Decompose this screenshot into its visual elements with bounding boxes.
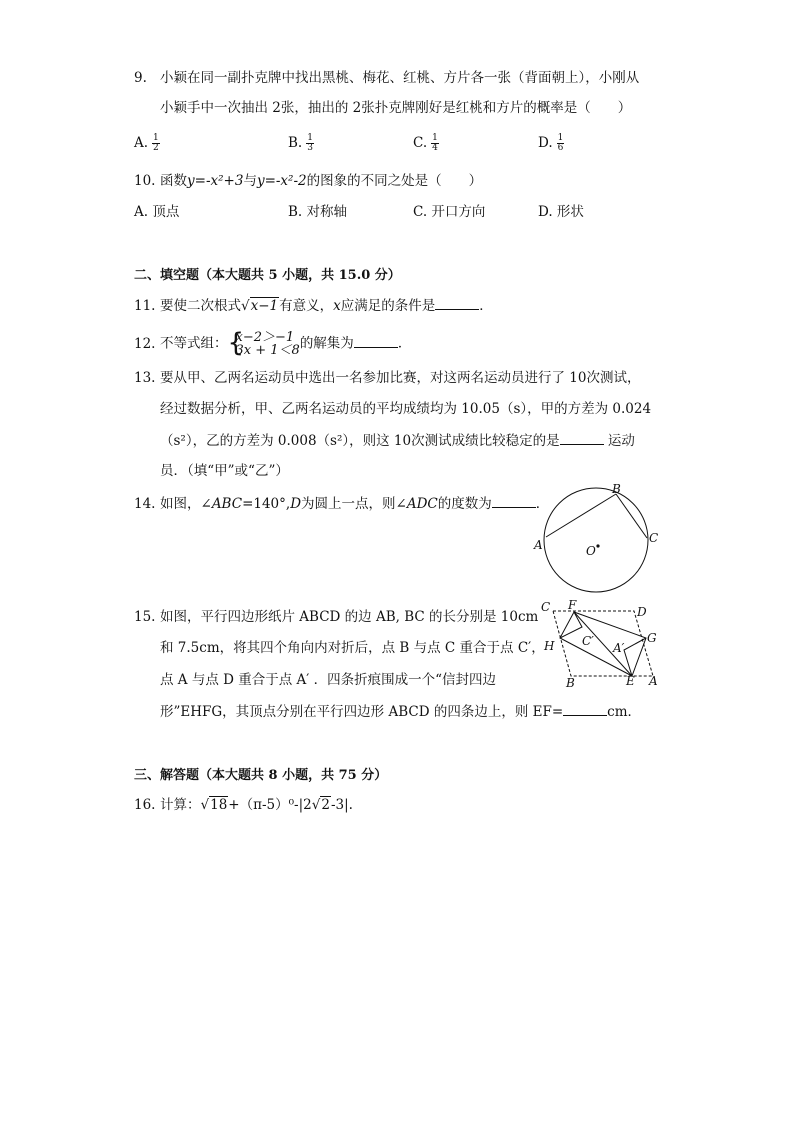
option-label: C. <box>413 135 428 151</box>
label-a: A <box>649 674 658 688</box>
question-text: cm． <box>607 704 642 720</box>
fraction <box>306 134 314 153</box>
angle-adc: ADC <box>406 496 438 512</box>
option-b[interactable] <box>288 133 314 153</box>
question-13-line3 <box>160 431 635 451</box>
label-c-prime: C′ <box>582 634 594 648</box>
denominator: 4 <box>432 143 438 153</box>
question-15-line3: 点 A 与点 D 重合于点 A′ ．四条折痕围成一个“信封四边 <box>160 672 497 688</box>
option-c[interactable] <box>413 133 439 153</box>
answer-blank[interactable] <box>563 703 607 716</box>
option-a[interactable] <box>134 133 160 153</box>
inequality-system <box>227 328 300 358</box>
answer-blank[interactable] <box>560 432 604 445</box>
fraction <box>431 134 439 153</box>
question-9 <box>134 68 639 88</box>
variable: x <box>333 298 341 314</box>
question-16 <box>134 795 353 815</box>
function-1: y=-x²+3 <box>187 173 244 189</box>
label-b: B <box>612 482 621 496</box>
denominator: 2 <box>153 143 159 153</box>
question-text: 运动 <box>603 433 635 449</box>
label-b: B <box>566 676 575 690</box>
label-f: F <box>568 598 577 612</box>
inequality-1: x−2＞−1 <box>235 330 295 345</box>
question-text: 小颖在同一副扑克牌中找出黑桃、梅花、红桃、方片各一张（背面朝上），小刚从 <box>160 70 640 86</box>
label-e: E <box>626 674 635 688</box>
question-text: 应满足的条件是 <box>340 298 436 314</box>
question-number: 14. <box>134 496 156 512</box>
question-number: 13. <box>134 370 156 386</box>
question-text: -3|. <box>330 797 353 813</box>
parallelogram-figure <box>536 598 666 692</box>
section-heading-fill-in: 二、填空题（本大题共 5 小题，共 15.0 分） <box>134 268 401 283</box>
label-c: C <box>541 600 551 614</box>
question-text: 计算： <box>160 797 201 813</box>
point-d: D <box>290 496 302 512</box>
question-text: 有意义， <box>279 298 334 314</box>
inequality-2: 3x + 1＜8 <box>235 343 300 358</box>
question-text: 如图，平行四边形纸片 ABCD 的边 AB, BC 的长分别是 10cm <box>160 609 539 625</box>
question-text: 的解集为 <box>299 335 354 352</box>
question-10 <box>134 171 482 191</box>
fraction <box>152 134 160 153</box>
square-root: √18 <box>200 797 228 813</box>
circle-figure <box>530 480 670 600</box>
function-2: y=-x²-2 <box>256 173 307 189</box>
angle-abc: ABC <box>211 496 243 512</box>
option-c[interactable]: C. 开口方向 <box>413 204 486 220</box>
punctuation: ． <box>479 298 493 314</box>
question-12 <box>134 328 412 358</box>
question-text: 要使二次根式 <box>160 298 241 314</box>
question-13 <box>134 368 640 388</box>
question-text: 函数 <box>160 173 187 189</box>
square-root: √2 <box>311 797 330 813</box>
question-13-line4: 员．（填“甲”或“乙”） <box>160 463 289 479</box>
question-number: 15. <box>134 609 156 625</box>
question-15-line4 <box>160 702 641 722</box>
brace-icon: { <box>227 328 245 358</box>
punctuation: ． <box>535 496 550 512</box>
punctuation: ． <box>397 335 412 352</box>
option-a[interactable]: A. 顶点 <box>134 204 180 220</box>
numerator: 1 <box>153 133 159 143</box>
answer-blank[interactable] <box>354 335 398 348</box>
question-9-line2: 小颖手中一次抽出 2张，抽出的 2张扑克牌刚好是红桃和方片的概率是（ ） <box>160 100 632 116</box>
label-a: A <box>534 538 543 552</box>
label-g: G <box>647 631 657 645</box>
denominator: 3 <box>307 143 313 153</box>
option-label: A. <box>134 135 149 151</box>
question-13-line2: 经过数据分析，甲、乙两名运动员的平均成绩均为 10.05（s），甲的方差为 0.024 <box>160 401 652 417</box>
option-label: B. <box>288 135 303 151</box>
label-d: D <box>637 605 647 619</box>
label-h: H <box>544 639 555 653</box>
question-text: 的度数为 <box>437 496 492 512</box>
question-text: 为圆上一点，则∠ <box>301 496 407 512</box>
radicand: x−1 <box>250 298 279 314</box>
question-text: 的图象的不同之处是（ ） <box>306 173 483 189</box>
circle <box>544 488 648 592</box>
section-heading-solutions: 三、解答题（本大题共 8 小题，共 75 分） <box>134 768 388 783</box>
radicand: 2 <box>321 797 330 813</box>
option-d[interactable] <box>538 133 564 153</box>
option-d[interactable]: D. 形状 <box>538 204 584 220</box>
question-text: 与 <box>243 173 257 189</box>
question-text: +（π-5）⁰-|2 <box>228 797 312 813</box>
question-11 <box>134 296 493 316</box>
option-label: D. <box>538 135 553 151</box>
numerator: 1 <box>557 133 564 143</box>
question-number: 16. <box>134 797 156 813</box>
option-b[interactable]: B. 对称轴 <box>288 204 348 220</box>
chord-ab <box>546 494 616 537</box>
denominator: 6 <box>557 143 564 153</box>
question-text: 不等式组： <box>160 335 228 352</box>
numerator: 1 <box>432 133 438 143</box>
numerator: 1 <box>307 133 313 143</box>
label-a-prime: A′ <box>613 641 625 655</box>
question-14 <box>134 494 549 514</box>
question-text: 要从甲、乙两名运动员中选出一名参加比赛，对这两名运动员进行了 10次测试， <box>160 370 641 386</box>
question-number: 9. <box>134 70 147 86</box>
question-number: 11. <box>134 298 156 314</box>
square-root: √x−1 <box>241 298 279 314</box>
question-15-line2: 和 7.5cm，将其四个角向内对折后，点 B 与点 C 重合于点 C′， <box>160 640 545 656</box>
question-text: （s²），乙的方差为 0.008（s²），则这 10次测试成绩比较稳定的是 <box>160 433 560 449</box>
answer-blank[interactable] <box>435 297 479 310</box>
center-dot <box>596 544 599 547</box>
question-text: 如图，∠ <box>160 496 212 512</box>
label-c: C <box>649 531 659 545</box>
fold-c <box>560 612 582 638</box>
question-text: 形”EHFG，其顶点分别在平行四边形 ABCD 的四条边上，则 EF= <box>160 704 564 720</box>
label-o: O <box>586 544 596 558</box>
question-number: 10. <box>134 173 156 189</box>
question-number: 12. <box>134 335 156 352</box>
radicand: 18 <box>210 797 228 813</box>
question-15 <box>134 607 538 627</box>
question-text: =140°, <box>242 496 291 512</box>
fraction <box>557 134 565 153</box>
